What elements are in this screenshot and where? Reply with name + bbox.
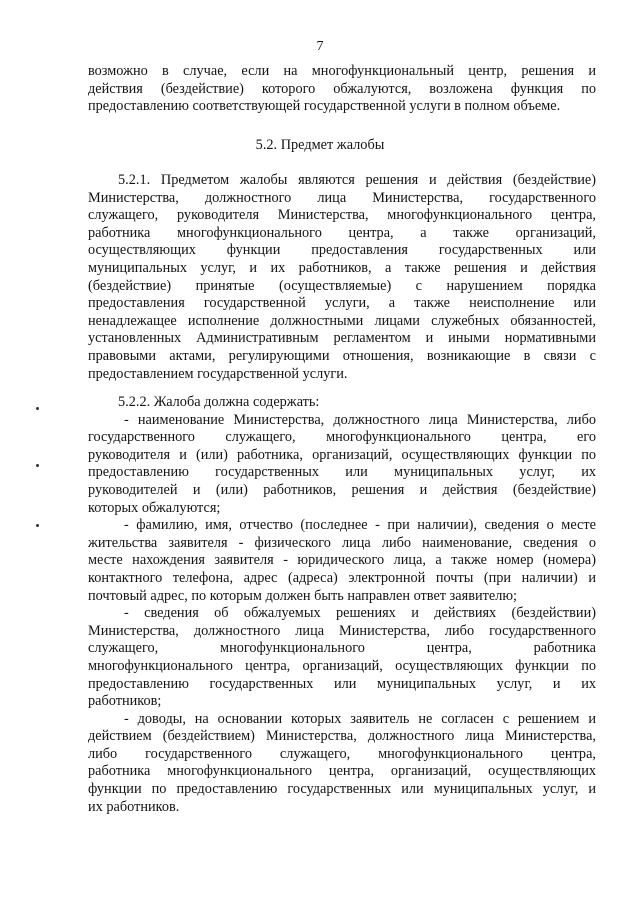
text-line: предоставления государственной услуги, а также неисполнение или xyxy=(88,295,596,312)
paragraph-5-2-2 xyxy=(88,394,596,816)
list-item-line: работника многофункционального центра, организаций, осуществляющих xyxy=(88,763,596,780)
list-item-line: их работников. xyxy=(88,798,180,815)
paragraph-5-2-1 xyxy=(88,172,596,383)
text-line: предоставлению соответствующей государственной услуги в полном объеме. xyxy=(88,98,561,115)
text-line: установленных Административным регламентом и иными нормативными xyxy=(88,330,596,347)
list-item-line: - доводы, на основании которых заявитель не согласен с решением и xyxy=(124,710,596,727)
list-item-line: Министерства, должностного лица Министерства, либо государственного xyxy=(88,622,596,639)
scan-mark xyxy=(36,524,39,527)
paragraph-title: 5.2.2. Жалоба должна содержать: xyxy=(118,394,320,410)
list-item-line: действием (бездействием) Министерства, должностного лица Министерства, xyxy=(88,728,596,745)
list-item-line: контактного телефона, адрес (адреса) электронной почты (при наличии) и xyxy=(88,569,596,586)
text-line: ненадлежащее исполнение должностными лицами служебных обязанностей, xyxy=(88,312,596,329)
list-item-line: функции по предоставлению государственных или муниципальных услуг, и xyxy=(88,781,596,798)
scan-mark xyxy=(36,407,39,410)
text-line: действия (бездействие) которого обжалуются, возложена функция по xyxy=(88,80,596,97)
text-line: осуществляющих функции предоставления государственных или xyxy=(88,242,596,259)
list-item-line: руководителя и (или) работника, организаций, осуществляющих функции по xyxy=(88,446,596,463)
list-item-line: - фамилию, имя, отчество (последнее - при наличии), сведения о месте xyxy=(124,517,596,534)
text-line: работника многофункционального центра, а также организаций, xyxy=(88,224,596,241)
list-item-line: - наименование Министерства, должностного лица Министерства, либо xyxy=(124,411,596,428)
list-item-line: государственного служащего, многофункционального центра, его xyxy=(88,429,596,446)
list-item-line: жительства заявителя - физического лица либо наименование, сведения о xyxy=(88,534,596,551)
list-item-line: работников; xyxy=(88,693,162,710)
text-line: муниципальных услуг, и их работников, а также решения и действия xyxy=(88,259,596,276)
text-line: служащего, руководителя Министерства, многофункционального центра, xyxy=(88,207,596,224)
list-item-line: месте нахождения заявителя - юридического лица, а также номер (номера) xyxy=(88,552,596,569)
page-number: 7 xyxy=(316,39,324,54)
text-line: предоставлением государственной услуги. xyxy=(88,365,348,382)
list-item-line: почтовый адрес, по которым должен быть направлен ответ заявителю; xyxy=(88,587,517,604)
list-item-line: служащего, многофункционального центра, работника xyxy=(88,640,596,657)
section-heading: 5.2. Предмет жалобы xyxy=(255,137,385,153)
text-line: Министерства, должностного лица Министерства, государственного xyxy=(88,189,596,206)
list-item-line: многофункционального центра, организаций, осуществляющих функции по xyxy=(88,657,596,674)
list-item-line: предоставлению государственных или муниципальных услуг, и их xyxy=(88,675,596,692)
intro-paragraph xyxy=(88,63,596,116)
scan-mark xyxy=(36,464,39,467)
list-item-line: руководителей и (или) работников, решения и действия (бездействие) xyxy=(88,481,596,498)
list-item-line: которых обжалуются; xyxy=(88,499,221,516)
list-item-line: либо государственного служащего, многофункционального центра, xyxy=(88,745,596,762)
list-item-line: - сведения об обжалуемых решениях и действиях (бездействии) xyxy=(124,605,596,622)
list-item-line: предоставлению государственных или муниципальных услуг, их xyxy=(88,464,596,481)
text-line: возможно в случае, если на многофункциональный центр, решения и xyxy=(88,63,596,79)
text-line: правовыми актами, регулирующими отношения, возникающие в связи с xyxy=(88,347,596,364)
text-line: 5.2.1. Предметом жалобы являются решения и действия (бездействие) xyxy=(118,172,596,188)
text-line: (бездействие) принятые (осуществляемые) с нарушением порядка xyxy=(88,277,596,294)
